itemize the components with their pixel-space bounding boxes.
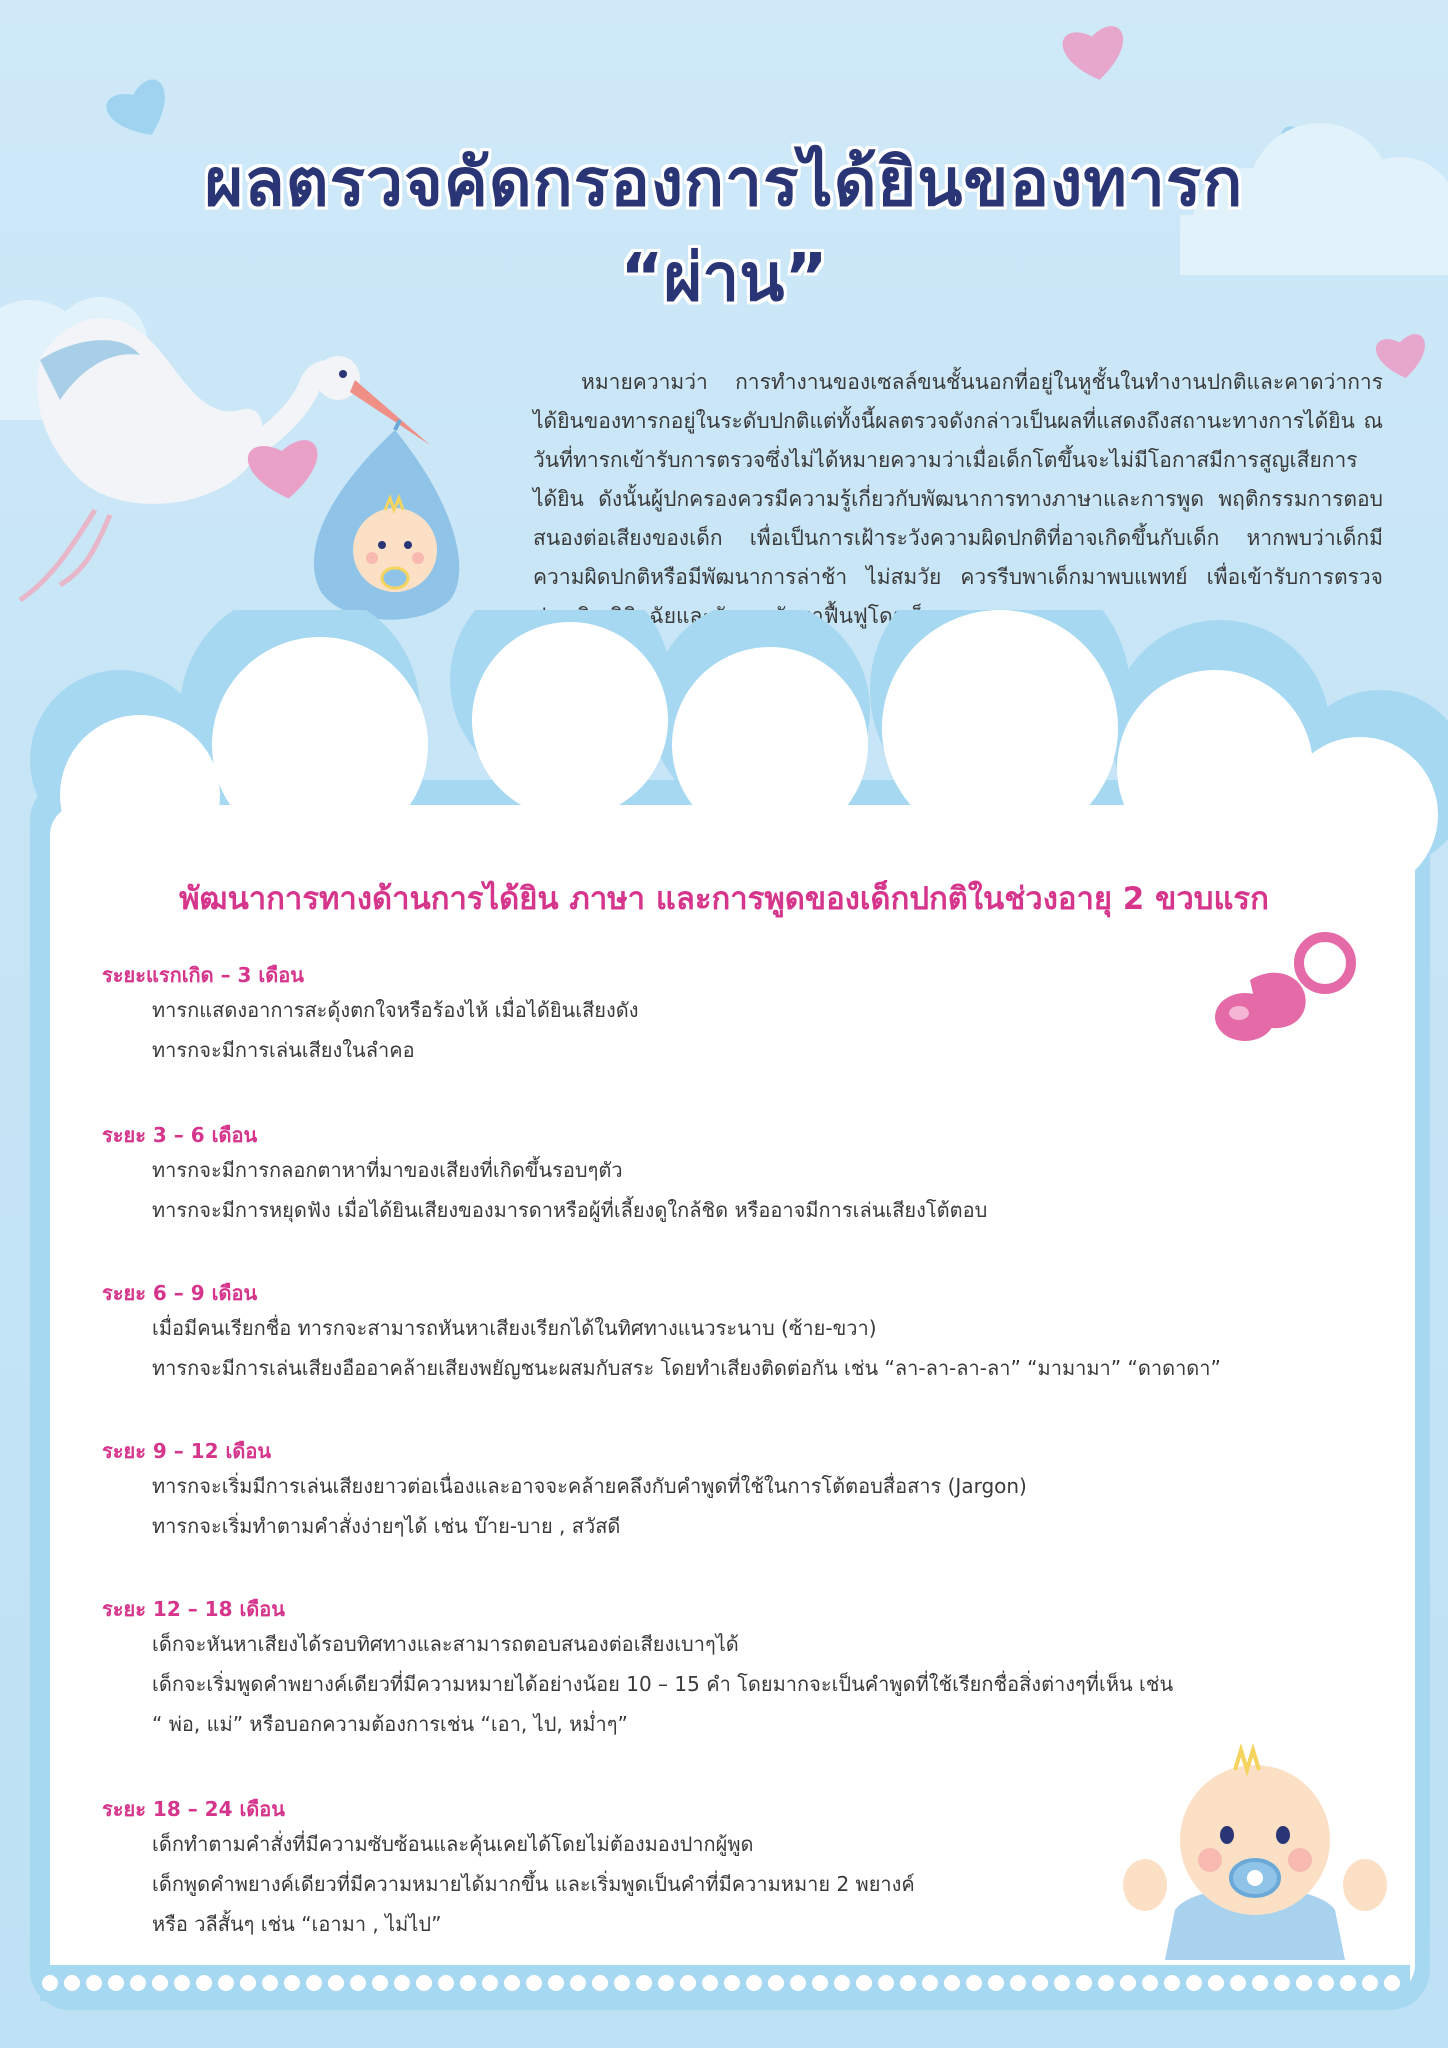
border-dot — [922, 1975, 938, 1991]
border-dot — [746, 1975, 762, 1991]
border-dot — [966, 1975, 982, 1991]
border-dot — [1098, 1975, 1114, 1991]
border-dot — [1230, 1975, 1246, 1991]
border-dot — [878, 1975, 894, 1991]
border-dot — [680, 1975, 696, 1991]
border-dot — [658, 1975, 674, 1991]
period-heading: ระยะ 9 – 12 เดือน — [102, 1439, 272, 1463]
border-dot — [1274, 1975, 1290, 1991]
border-dot — [372, 1975, 388, 1991]
period-heading: ระยะ 18 – 24 เดือน — [102, 1797, 285, 1821]
page-title-result: “ผ่าน” — [620, 239, 828, 316]
border-dot — [570, 1975, 586, 1991]
border-dot — [614, 1975, 630, 1991]
border-dot — [724, 1975, 740, 1991]
period-12-18-months — [102, 1594, 1352, 1744]
border-dot — [174, 1975, 190, 1991]
period-line: “ พ่อ, แม่” หรือบอกความต้องการเช่น “เอา, ไป, หม่ำๆ” — [152, 1712, 628, 1736]
page-title: ผลตรวจคัดกรองการได้ยินของทารก — [204, 144, 1244, 221]
border-dot — [1252, 1975, 1268, 1991]
period-line: ทารกจะมีการกลอกตาหาที่มาของเสียงที่เกิดขึ้นรอบๆตัว — [152, 1158, 623, 1182]
stork-illustration — [0, 300, 500, 640]
period-3-6-months — [102, 1120, 1352, 1230]
border-dot — [482, 1975, 498, 1991]
period-line: ทารกแสดงอาการสะดุ้งตกใจหรือร้องไห้ เมื่อได้ยินเสียงดัง — [152, 998, 639, 1022]
border-dot — [1208, 1975, 1224, 1991]
period-line: เด็กจะหันหาเสียงได้รอบทิศทางและสามารถตอบสนองต่อเสียงเบาๆได้ — [152, 1632, 739, 1656]
border-dot — [262, 1975, 278, 1991]
period-9-12-months — [102, 1436, 1352, 1546]
border-dot — [812, 1975, 828, 1991]
section-title: พัฒนาการทางด้านการได้ยิน ภาษา และการพูดของเด็กปกติในช่วงอายุ 2 ขวบแรก — [179, 881, 1269, 917]
border-dot — [152, 1975, 168, 1991]
intro-paragraph: หมายความว่า การทำงานของเซลล์ขนชั้นนอกที่อยู่ในหูชั้นในทำงานปกติและคาดว่าการได้ยินของทารกอยู่ในระดับปกติแต่ทั้งนี้ผลตรวจดังกล่าวเป็นผลที่แสดงถึงสถานะทางการได้ยิน ณ วันที่ทารกเข้ารับการตรวจซึ่งไม่ได้หมายความว่าเมื่อเด็กโตขึ้นจะไม่มีโอกาสมีการสูญเสียการได้ยิน ดังนั้นผู้ปกครองควรมีความรู้เกี่ยวกับพัฒนาการทางภาษาและการพูด พฤติกรรมการตอบสนองต่อเสียงของเด็ก เพื่อเป็นการเฝ้าระวังความผิดปกติที่อาจเกิดขึ้นกับเด็ก หากพบว่าเด็กมีความผิดปกติหรือมีพัฒนาการล่าช้า ไม่สมวัย ควรรีบพาเด็กมาพบแพทย์ เพื่อเข้ารับการตรวจ — [533, 370, 1383, 589]
period-0-3-months — [102, 960, 1352, 1070]
border-dot — [196, 1975, 212, 1991]
border-dot — [900, 1975, 916, 1991]
border-dot — [1054, 1975, 1070, 1991]
border-dot — [64, 1975, 80, 1991]
period-line: เด็กทำตามคำสั่งที่มีความซับซ้อนและคุ้นเคยได้โดยไม่ต้องมองปากผู้พูด — [152, 1832, 754, 1856]
period-line: เมื่อมีคนเรียกชื่อ ทารกจะสามารถหันหาเสียงเรียกได้ในทิศทางแนวระนาบ (ซ้าย-ขวา) — [152, 1316, 877, 1340]
border-dot — [526, 1975, 542, 1991]
border-dot — [1010, 1975, 1026, 1991]
border-dot — [416, 1975, 432, 1991]
border-dot — [1384, 1975, 1400, 1991]
period-line: ทารกจะมีการเล่นเสียงในลำคอ — [152, 1038, 415, 1062]
border-dot — [42, 1975, 58, 1991]
border-dot — [1186, 1975, 1202, 1991]
border-dot — [306, 1975, 322, 1991]
border-dot — [988, 1975, 1004, 1991]
border-dot — [328, 1975, 344, 1991]
baby-illustration — [1115, 1740, 1395, 1960]
period-line: เด็กพูดคำพยางค์เดียวที่มีความหมายได้มากขึ้น และเริ่มพูดเป็นคำที่มีความหมาย 2 พยางค์ — [152, 1872, 915, 1896]
period-heading: ระยะแรกเกิด – 3 เดือน — [102, 963, 304, 987]
border-dot — [350, 1975, 366, 1991]
border-dot — [768, 1975, 784, 1991]
border-dot — [1120, 1975, 1136, 1991]
border-dot — [592, 1975, 608, 1991]
border-dot — [504, 1975, 520, 1991]
border-dot — [1164, 1975, 1180, 1991]
period-line: ทารกจะมีการหยุดฟัง เมื่อได้ยินเสียงของมารดาหรือผู้ที่เลี้ยงดูใกล้ชิด หรืออาจมีการเล่นเสียงโต้ตอบ — [152, 1198, 988, 1222]
border-dot — [108, 1975, 124, 1991]
border-dot — [1340, 1975, 1356, 1991]
border-dot — [1362, 1975, 1378, 1991]
border-dot — [1076, 1975, 1092, 1991]
border-dot — [284, 1975, 300, 1991]
border-dot — [460, 1975, 476, 1991]
border-dot — [1318, 1975, 1334, 1991]
border-dot — [1296, 1975, 1312, 1991]
period-heading: ระยะ 6 – 9 เดือน — [102, 1281, 258, 1305]
period-6-9-months — [102, 1278, 1352, 1388]
heart-icon — [1061, 24, 1130, 85]
period-line: เด็กจะเริ่มพูดคำพยางค์เดียวที่มีความหมายได้อย่างน้อย 10 – 15 คำ โดยมากจะเป็นคำพูดที่ใช้เรียกชื่อสิ่งต่างๆที่เห็น เช่น — [152, 1672, 1174, 1696]
border-dot — [86, 1975, 102, 1991]
border-dot — [856, 1975, 872, 1991]
period-line: หรือ วลีสั้นๆ เช่น “เอามา , ไม่ไป” — [152, 1912, 442, 1936]
border-dot — [394, 1975, 410, 1991]
period-heading: ระยะ 3 – 6 เดือน — [102, 1123, 258, 1147]
border-dot — [1142, 1975, 1158, 1991]
border-dot — [130, 1975, 146, 1991]
border-dot — [1032, 1975, 1048, 1991]
heart-icon — [246, 438, 323, 503]
scalloped-border — [40, 1965, 1410, 2001]
period-line: ทารกจะเริ่มมีการเล่นเสียงยาวต่อเนื่องและอาจจะคล้ายคลึงกับคำพูดที่ใช้ในการโต้ตอบสื่อสาร (Jargon) — [152, 1474, 1027, 1498]
border-dot — [702, 1975, 718, 1991]
period-line: ทารกจะมีการเล่นเสียงอืออาคล้ายเสียงพยัญชนะผสมกับสระ โดยทำเสียงติดต่อกัน เช่น “ลา-ลา-ลา-ลา” “มามามา” “ดาดาดา” — [152, 1356, 1221, 1380]
border-dot — [240, 1975, 256, 1991]
border-dot — [548, 1975, 564, 1991]
border-dot — [636, 1975, 652, 1991]
border-dot — [834, 1975, 850, 1991]
period-heading: ระยะ 12 – 18 เดือน — [102, 1597, 285, 1621]
border-dot — [944, 1975, 960, 1991]
border-dot — [438, 1975, 454, 1991]
border-dot — [218, 1975, 234, 1991]
border-dot — [790, 1975, 806, 1991]
period-line: ทารกจะเริ่มทำตามคำสั่งง่ายๆได้ เช่น บ๊าย-บาย , สวัสดี — [152, 1514, 621, 1538]
